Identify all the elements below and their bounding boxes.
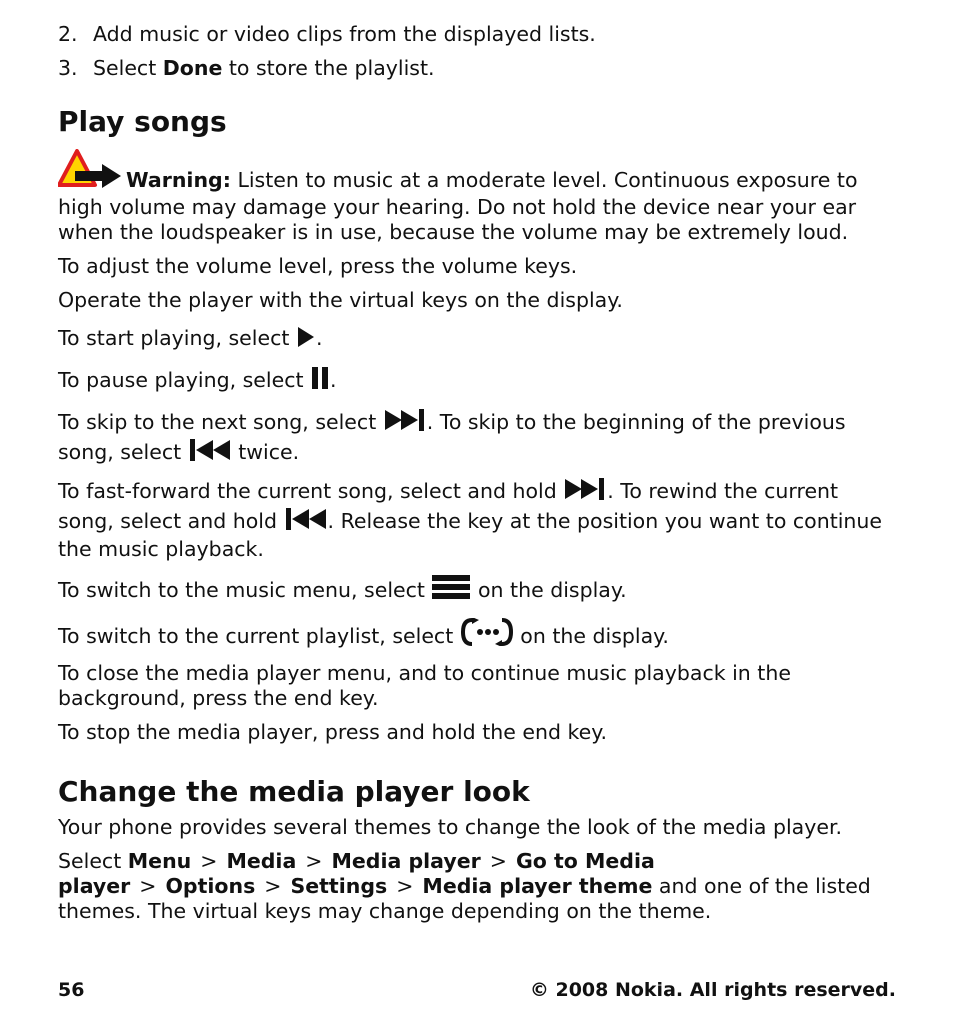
path-separator: > [489, 849, 507, 873]
warning-label: Warning: [126, 168, 231, 192]
warning-paragraph [58, 149, 898, 245]
theme-intro: Your phone provides several themes to change the look of the media player. [58, 815, 843, 839]
previous-track-icon [284, 507, 328, 537]
menu-path-item: Options [165, 874, 256, 898]
warning-icon [58, 149, 122, 195]
path-separator: > [264, 874, 282, 898]
start-instruction: To start playing, select . [58, 326, 898, 354]
page-number: 56 [58, 979, 85, 1001]
stop-instruction: To stop the media player, press and hold the end key. [58, 720, 607, 744]
menu-path-item: Go to Media player [58, 849, 655, 898]
menu-path-item: Media player [331, 849, 481, 873]
step-number: 2. [58, 22, 78, 46]
step-number: 3. [58, 56, 78, 80]
copyright: © 2008 Nokia. All rights reserved. [529, 979, 896, 1001]
step-text: Add music or video clips from the displayed lists. [93, 22, 596, 46]
menu-path-item: Menu [127, 849, 192, 873]
warning-text: Listen to music at a moderate level. Continuous exposure to high volume may damage your hearing. Do not hold the device near your ear when the loudspeaker is in use, because the volume may be extremely loud. [58, 168, 858, 244]
next-track-icon [383, 408, 427, 438]
page-footer [58, 978, 896, 1003]
path-separator: > [139, 874, 157, 898]
skip-instruction: To skip to the next song, select . To skip to the beginning of the previous song, select twice. [58, 408, 898, 468]
manual-page [58, 22, 898, 933]
step-text: Select Done to store the playlist. [93, 56, 435, 80]
next-track-icon [563, 477, 607, 507]
playlist-instruction: To switch to the current playlist, select on the display. [58, 618, 898, 652]
menu-path-item: Settings [290, 874, 388, 898]
section-heading-change-look: Change the media player look [58, 775, 530, 808]
path-separator: > [200, 849, 218, 873]
section-heading-play-songs: Play songs [58, 105, 227, 138]
done-option: Done [162, 56, 223, 80]
theme-instruction: Select Menu > Media > Media player > Go to Media player > Options > Settings > Media player theme and one of the listed themes. The virtual keys may change depending on the theme. [58, 849, 871, 923]
step-2 [58, 22, 898, 47]
path-separator: > [396, 874, 414, 898]
music-menu-instruction: To switch to the music menu, select on the display. [58, 574, 898, 606]
menu-icon [431, 574, 471, 606]
step-3 [58, 56, 898, 81]
previous-track-icon [188, 438, 232, 468]
path-separator: > [305, 849, 323, 873]
pause-icon [310, 366, 330, 396]
close-menu-instruction: To close the media player menu, and to continue music playback in the background, press the end key. [58, 661, 791, 710]
fast-forward-instruction: To fast-forward the current song, select and hold . To rewind the current song, select and hold . Release the key at the position you want to continue the music playback. [58, 479, 883, 561]
playlist-icon [460, 618, 514, 652]
play-icon [296, 326, 316, 354]
menu-path-item: Media player theme [422, 874, 653, 898]
operate-instruction: Operate the player with the virtual keys on the display. [58, 288, 623, 312]
volume-instruction: To adjust the volume level, press the volume keys. [58, 254, 578, 278]
pause-instruction: To pause playing, select . [58, 366, 898, 396]
menu-path-item: Media [226, 849, 297, 873]
